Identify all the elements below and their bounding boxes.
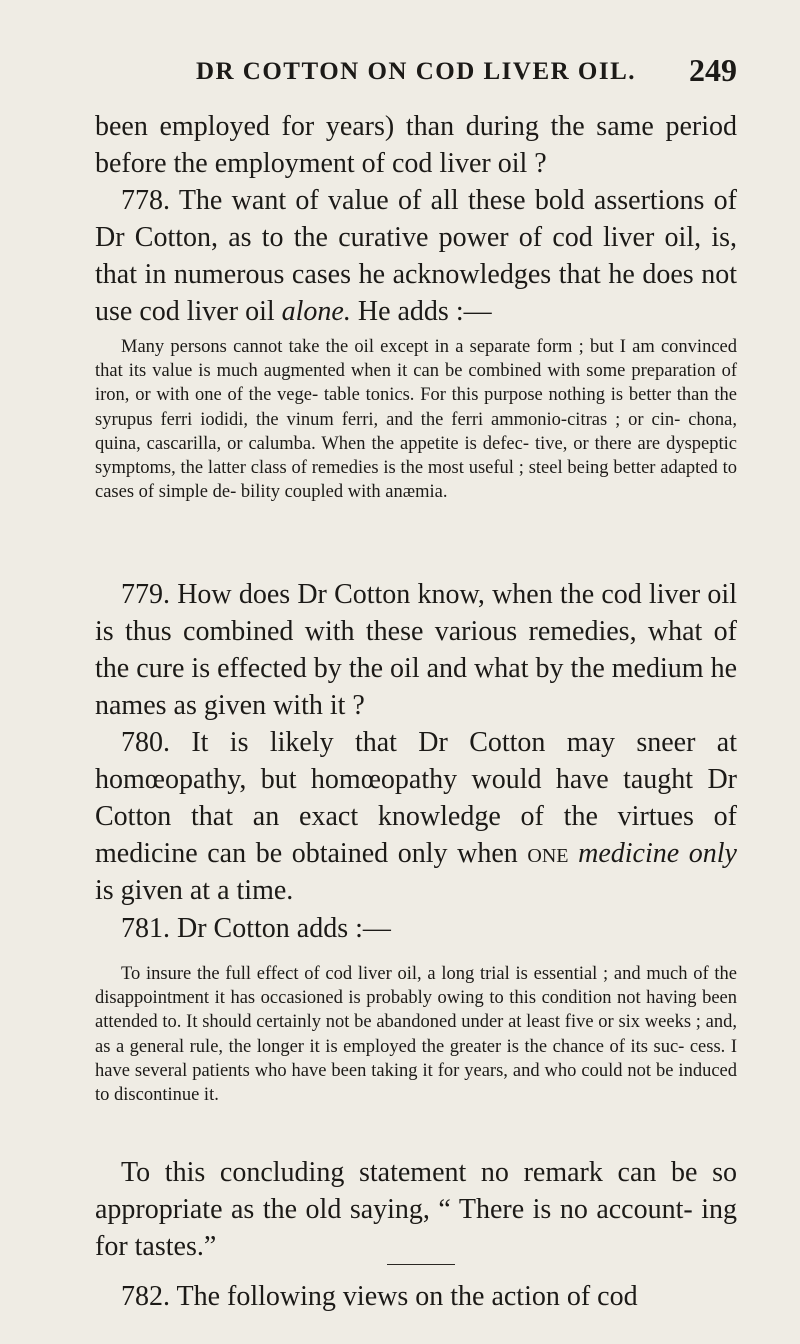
paragraph-continuation xyxy=(95,108,737,182)
paragraph-779 xyxy=(95,576,737,724)
paragraph-780-tail: is given at a time. xyxy=(95,875,294,906)
paragraph-782 xyxy=(95,1278,737,1315)
paragraph-782-text: 782. The following views on the action of cod xyxy=(121,1281,638,1312)
paragraph-779-text: 779. How does Dr Cotton know, when the cod liver oil is thus combined with these various remedies, what of the cure is effected by the oil and what by the medium he names as given with it ? xyxy=(95,579,737,721)
paragraph-780 xyxy=(95,724,737,909)
section-divider xyxy=(387,1264,455,1265)
page-number: 249 xyxy=(689,52,737,88)
block-quote-1 xyxy=(95,335,737,504)
paragraph-780-text xyxy=(95,724,737,909)
block-quote-2 xyxy=(95,962,737,1107)
paragraph-continued-text: been employed for years) than during the same period before the employment of cod liver oil ? xyxy=(95,111,737,179)
running-title: DR COTTON ON COD LIVER OIL. xyxy=(195,58,637,85)
paragraph-concluding-text: To this concluding statement no remark can be so appropriate as the old saying, “ There is no account- ing for tastes.” xyxy=(95,1157,737,1262)
paragraph-778-body: 778. The want of value of all these bold assertions of Dr Cotton, as to the curative power of cod liver oil, is, that in numerous cases he acknowledges that he does not use cod liver oil xyxy=(95,185,737,327)
paragraph-778-tail: He adds :— xyxy=(350,296,492,327)
paragraph-778 xyxy=(95,182,737,330)
smallcaps-one: one xyxy=(527,838,569,869)
paragraph-781-text: 781. Dr Cotton adds :— xyxy=(121,913,391,944)
paragraph-concluding xyxy=(95,1154,737,1265)
paragraph-778-text xyxy=(95,182,737,330)
block-quote-2-text: To insure the full effect of cod liver oil, a long trial is essential ; and much of the disappointment it has occasioned is probably owing to this condition not having been attended to. It should certainly not be abandoned under at least five or six weeks ; and, as a general rule, the longer it is employed the greater is the chance of its suc- cess. I have several patients who have been taking it for years, and who could not be induced to discontinue it. xyxy=(95,964,737,1106)
page-header xyxy=(95,52,737,94)
emphasis-medicine-only: medicine only xyxy=(578,838,737,869)
emphasis-alone: alone. xyxy=(281,296,351,327)
paragraph-780-body: 780. It is likely that Dr Cotton may sneer at homœopathy, but homœopathy would have taught Dr Cotton that an exact knowledge of the virtues of medicine can be obtained only when xyxy=(95,727,737,869)
paragraph-781 xyxy=(95,910,737,947)
block-quote-1-text: Many persons cannot take the oil except in a separate form ; but I am convinced that its value is much augmented when it can be combined with some preparation of iron, or with one of the vege- table tonics. For this purpose nothing is better than the syrupus ferri iodidi, the vinum ferri, and the ferri ammonio-citras ; or cin- chona, quina, cascarilla, or calumba. When the appetite is defec- tive, or there are dyspeptic symptoms, the latter class of remedies is the most useful ; steel being better adapted to cases of simple de- bility coupled with anæmia. xyxy=(95,337,737,503)
